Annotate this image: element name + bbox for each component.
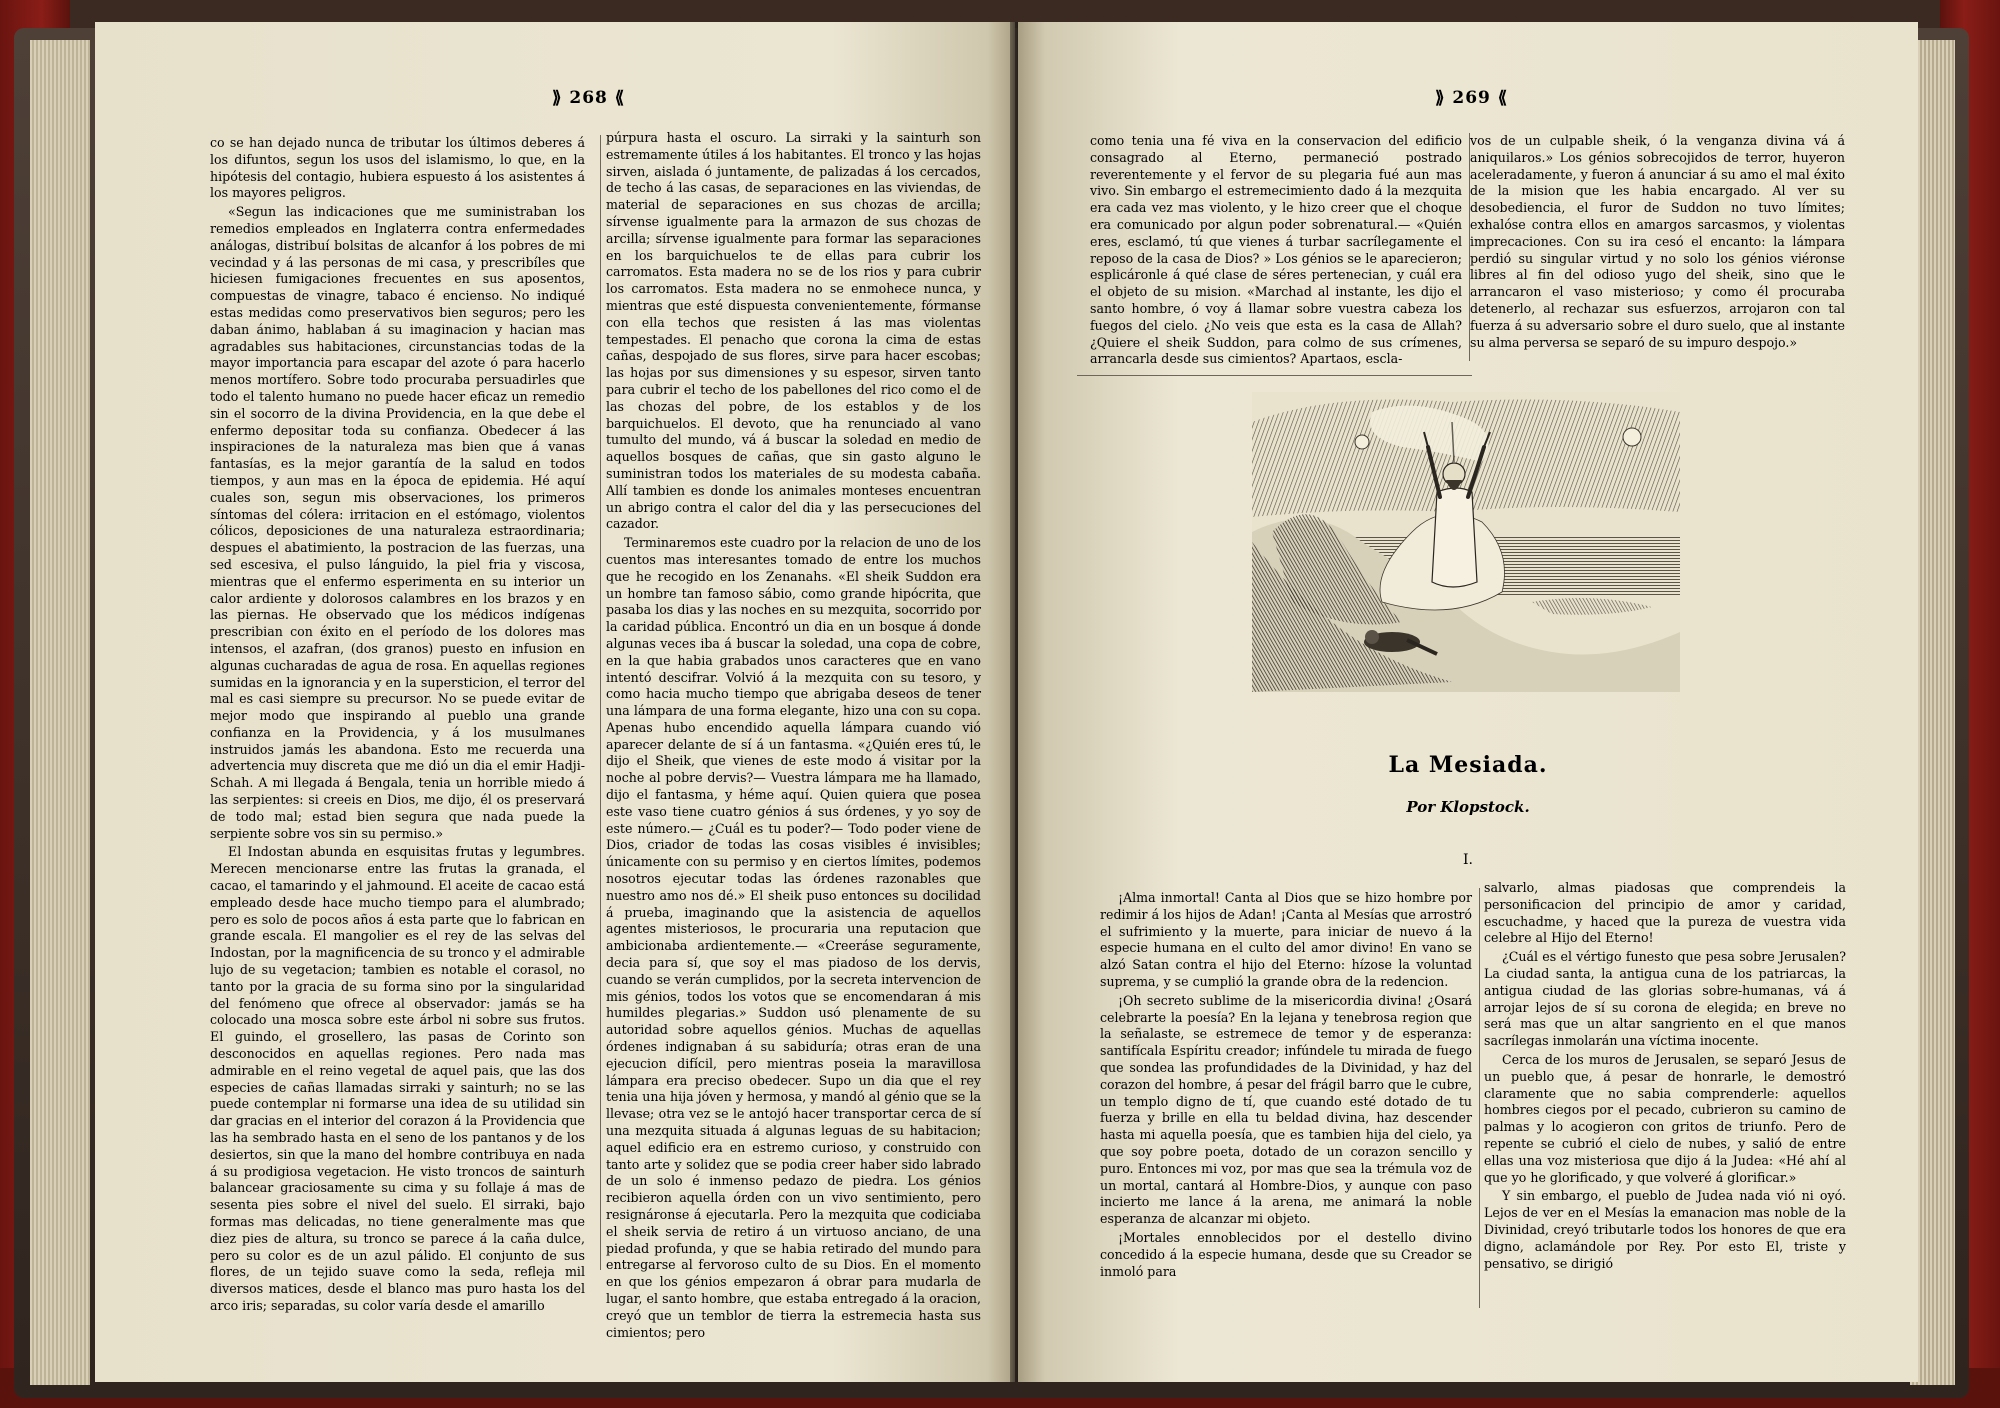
right-bottom-column-2 [1484, 880, 1846, 1310]
left-column-1 [210, 135, 585, 1313]
paragraph: ¿Cuál es el vértigo funesto que pesa sobre Jerusalen? La ciudad santa, la antigua cuna de los patriarcas, la antigua ciudad de las glorias sobre-humanas, vá á arrojar lejos de sí su corona de elegida; en breve no será mas que un altar sangriento en el que manos sacrílegas inmolarán una víctima inocente. [1484, 949, 1846, 1049]
paragraph: ¡Alma inmortal! Canta al Dios que se hizo hombre por redimir á los hijos de Adan! ¡Canta al Mesías que arrostró el sufrimiento y la muerte, para iniciar de nuevo á la especie humana en el culto del amor divino! En vano se alzó Satan contra el hijo del Eterno: hízose la voluntad suprema, y se cumplió la grande obra de la redencion. [1100, 890, 1472, 989]
poem-byline: Por Klopstock. [1406, 798, 1530, 816]
right-top-column-2 [1470, 133, 1845, 350]
section-number: I. [1463, 852, 1473, 868]
right-bottom-column-1 [1100, 890, 1472, 1310]
paragraph: ¡Oh secreto sublime de la misericordia divina! ¿Osará celebrarte la poesía? En la lejana y tenebrosa region que la señalaste, se estremece de temor y de esperanza: santifícala Espíritu creador; infúndele tu mirada de fuego que sondea las profundidades de la Divinidad, y haz del corazon del hombre, á pesar del frágil barro que le cubre, un templo digno de tí, que cuando esté dotado de tu fuerza y brille en ella tu beldad divina, haz descender hasta mi aquella poesía, que es tambien hija del cielo, ya que soy pobre poeta, dotado de un corazon sencillo y puro. Entonces mi voz, por mas que sea la trémula voz de un mortal, cantará al Hombre-Dios, y aunque con paso incierto me lance á la arena, me animará la noble esperanza de alcanzar mi objeto. [1100, 992, 1472, 1227]
paragraph: Y sin embargo, el pueblo de Judea nada vió ni oyó. Lejos de ver en el Mesías la emanacion mas noble de la Divinidad, creyó tributarle todos los honores de que era digno, aclamándole por Rey. Por esto El, triste y pensativo, se dirigió [1484, 1188, 1846, 1271]
paragraph: vos de un culpable sheik, ó la venganza divina vá á aniquilaros.» Los génios sobrecojidos de terror, huyeron aceleradamente, y fueron á anunciar á su amo el mal éxito de la mision que les habia encargado. Al ver su desobediencia, el furor de Suddon no tuvo límites; exhalóse contra ellos en amargos sarcasmos, y violentas imprecaciones. Con su ira cesó el encanto: la lámpara perdió su singular virtud y no solo los génios viéronse libres al fin del odioso yugo del sheik, sino que le arrancaron el vaso misterioso; y como él procuraba detenerlo, al rechazar sus esfuerzos, arrojaron con tal fuerza á su adversario sobre el duro suelo, que al instante su alma perversa se separó de su impuro despojo.» [1470, 133, 1845, 350]
right-top-column-1 [1090, 133, 1462, 367]
paragraph: «Segun las indicaciones que me suministraban los remedios empleados en Inglaterra contra enfermedades análogas, distribuí bolsitas de alcanfor á los pobres de mi vecindad y á las personas de mi casa, y prescribíles que hiciesen fumigaciones frecuentes en sus aposentos, compuestas de vinagre, tabaco é encienso. No indiqué estas medidas como preservativos bien seguros; pero les daban ánimo, hablaban á su imaginacion y hacian mas agradables sus habitaciones, circunstancias todas de la mayor importancia para escapar del azote ó para hacerlo menos mortífero. Sobre todo procuraba persuadirles que todo el talento humano no puede hacer eficaz un remedio sin el socorro de la divina Providencia, en la que debe el enfermo depositar toda su confianza. Obedecer á las inspiraciones de la naturaleza mas bien que á vanas fantasías, es la mejor garantía de la salud en todos tiempos, y aun mas en la época de epidemia. Hé aquí cuales son, segun mis observaciones, los primeros síntomas del cólera: irritacion en el estómago, violentos cólicos, deposiciones de una naturaleza estraordinaria; despues el abatimiento, la postracion de las fuerzas, una sed escesiva, el pulso lánguido, la piel fria y viscosa, mientras que el enfermo esperimenta en su interior un calor ardiente y dolorosos calambres en los brazos y en las piernas. He observado que los médicos indígenas prescribian con éxito en el período de los dolores mas intensos, el azafran, (dos granos) puesto en infusion en algunas cucharadas de agua de rosa. En aquellas regiones sumidas en la ignorancia y en la supersticion, el terror del mal es casi siempre su precursor. No se puede evitar de mejor modo que inspirando al pueblo una grande confianza en la Providencia, y á los musulmanes instruidos jamás les abandona. Esto me recuerda una advertencia muy discreta que me dió un dia el emir Hadji-Schah. A mi llegada á Bengala, tenia un horrible miedo á las serpientes: si creeis en Dios, me dijo, él os preservará de todo mal; estad bien segura que nada puede la serpiente sobre vos sin su permiso.» [210, 204, 585, 841]
paragraph: El Indostan abunda en esquisitas frutas y legumbres. Merecen mencionarse entre las frutas la granada, el cacao, el tamarindo y el jahmound. El aceite de cacao está empleado desde hace mucho tiempo para el alumbrado; pero es solo de pocos años á esta parte que lo fabrican en grande escala. El mangolier es el rey de las selvas del Indostan, por la magnificencia de su tronco y el admirable lujo de su vegetacion; tambien es notable el corasol, no tanto por la gracia de su forma sino por la singularidad del fenómeno que ofrece al observador: jamás se ha colocado una mosca sobre este árbol ni sobre sus frutos. El guindo, el grosellero, las pasas de Corinto son desconocidos en aquellas regiones. Pero nada mas admirable en el reino vegetal de aquel pais, que las dos especies de cañas llamadas sirraki y sainturh; no se las puede contemplar ni formarse una idea de su utilidad sin dar gracias en el interior del corazon á la Providencia que las ha sembrado hasta en el seno de los pantanos y de los desiertos, sin que la mano del hombre contribuya en nada á su prodigiosa vegetacion. He visto troncos de sainturh balancear graciosamente su cima y su follaje á mas de sesenta pies sobre el nivel del suelo. El sirraki, bajo formas mas delicadas, no tiene generalmente mas que diez pies de altura, su tronco se parece á la caña dulce, pero su color es de un azul pálido. El conjunto de sus flores, de un tejido suave como la seda, refleja mil diversos matices, desde el blanco mas puro hasta los del arco iris; separadas, su color varía desde el amarillo [210, 844, 585, 1313]
paragraph: como tenia una fé viva en la conservacion del edificio consagrado al Eterno, permaneció postrado reverentemente y el fervor de su plegaria fué aun mas vivo. Sin embargo el estremecimiento dado á la mezquita era cada vez mas violento, y le hizo creer que el choque era comunicado por algun poder sobrenatural.— «Quién eres, esclamó, tú que vienes á turbar sacrílegamente el reposo de la casa de Dios? » Los génios se le aparecieron; esplicáronle á qué clase de séres pertenecian, y cuál era el objeto de su mision. «Marchad al instante, les dijo el santo hombre, ó voy á llamar sobre vuestra cabeza los fuegos del cielo. ¿No veis que esta es la casa de Allah? ¿Quiere el sheik Suddon, para colmo de sus crímenes, arrancarla desde sus cimientos? Apartaos, escla- [1090, 133, 1462, 367]
poem-title: La Mesiada. [1388, 752, 1548, 778]
left-column-2 [606, 130, 981, 1340]
ornament-right: ⟪ [607, 88, 626, 108]
ornament-left: ⟫ [552, 88, 570, 108]
ornament-left: ⟫ [1435, 88, 1453, 108]
paragraph: salvarlo, almas piadosas que comprendeis la personificacion del principio de amor y caridad, escuchadme, y haced que la pureza de vuestra vida celebre al Hijo del Eterno! [1484, 880, 1846, 946]
page-number-right: ⟫ 269 ⟪ [1435, 88, 1509, 108]
page-number-left: ⟫ 268 ⟪ [552, 88, 626, 108]
paragraph: Terminaremos este cuadro por la relacion de uno de los cuentos mas interesantes tomado de entre los muchos que he recogido en los Zenanahs. «El sheik Suddon era un hombre tan famoso sábio, como grande hipócrita, que pasaba los dias y las noches en su mezquita, socorrido por la caridad pública. Encontró un dia en un bosque á donde algunas veces iba á buscar la soledad, una copa de cobre, en la que habia grabados unos caracteres que en vano intentó descifrar. Volvió á la mezquita con su tesoro, y como hacia mucho tiempo que abrigaba deseos de tener una lámpara de una forma elegante, hizo una con su copa. Apenas hubo encendido aquella lámpara cuando vió aparecer delante de sí á un fantasma. «¿Quién eres tú, le dijo el Sheik, que vienes de este modo á visitar por la noche al pobre dervis?— Vuestra lámpara me ha llamado, dijo el fantasma, y héme aquí. Quien quiera que posea este vaso tiene cuatro génios á sus órdenes, y yo soy de este número.— ¿Cuál es tu poder?— Todo poder viene de Dios, criador de todas las cosas visibles é invisibles; únicamente con su permiso y en ciertos límites, podemos nosotros ejecutar todas las órdenes razonables que nuestro amo nos dé.» El sheik puso entonces su docilidad á prueba, imaginando que la asistencia de aquellos agentes misteriosos, le procuraria una reputacion que ambicionaba ardientemente.— «Creeráse seguramente, decia para sí, que soy el mas piadoso de los dervis, cuando se verán cumplidos, por la secreta intervencion de mis génios, todos los votos que se encomendaran á mis humildes plegarias.» Suddon usó plenamente de su autoridad sobre aquellos génios. Muchas de aquellas órdenes indignaban á su sabiduría; otras eran de una ejecucion difícil, pero mientras poseia la maravillosa lámpara era preciso obedecer. Supo un dia que el rey tenia una hija jóven y hermosa, y mandó al génio que se la llevase; otra vez se le antojó hacer transportar cerca de sí una mezquita situada á algunas leguas de su habitacion; aquel edificio era en estremo curioso, y construido con tanto arte y solidez que se podia creer haber sido labrado de un solo é inmenso pedazo de piedra. Los génios recibieron aquella órden con un vivo sentimiento, pero resignáronse á ejecutarla. Pero la mezquita que codiciaba el sheik servia de retiro á un virtuoso anciano, de una piedad profunda, y que se habia retirado del mundo para entregarse al fervoroso culto de su Dios. En el momento en que los génios empezaron á obrar para mudarla de lugar, el santo hombre, que estaba entregado á la oracion, creyó que un temblor de tierra la estremecia hasta sus cimientos; pero [606, 535, 981, 1340]
engraving-illustration [1252, 392, 1680, 692]
paragraph: Cerca de los muros de Jerusalen, se separó Jesus de un pueblo que, á pesar de honrarle, le demostró claramente que no sabia comprenderle: aquellos hombres ciegos por el pecado, cubrieron su camino de palmas y lo acogieron con gritos de triunfo. Pero de repente se cubrió el cielo de nubes, y salió de entre ellas una voz misteriosa que dijo á la Judea: «Hé ahí al que yo he glorificado, y que volveré á glorificar.» [1484, 1051, 1846, 1185]
ornament-right: ⟪ [1490, 88, 1509, 108]
rule-under-column [1077, 375, 1472, 376]
column-rule-left [600, 135, 601, 1270]
column-rule-right-bottom [1479, 888, 1480, 1308]
paragraph: púrpura hasta el oscuro. La sirraki y la sainturh son estremamente útiles á los habitantes. El tronco y las hojas sirven, aislada ó juntamente, de palizadas á los cercados, de techo á las casas, de separaciones en las viviendas, de material de separaciones en sus chozas de arcilla; sírvense igualmente para la armazon de sus chozas de arcilla; sírvense igualmente para formar las separaciones en los barquichuelos te de ellas para cubrir los carromatos. Esta madera no se de los rios y para cubrir los carromatos. Esta madera no se enmohece nunca, y mientras que esté dispuesta convenientemente, fórmanse con ella techos que resisten á las mas violentas tempestades. El penacho que corona la cima de estas cañas, despojado de sus flores, sirve para hacer escobas; las hojas por sus dimensiones y su espesor, sirven tanto para cubrir el techo de los pabellones del rico como el de las chozas del pobre, de los establos y de los barquichuelos. El devoto, que ha renunciado al vano tumulto del mundo, vá á buscar la soledad en medio de aquellos bosques de cañas, que sin gasto alguno le suministran todos los materiales de su modesta cabaña. Allí tambien es donde los animales monteses encuentran un abrigo contra el calor del dia y las persecuciones del cazador. [606, 130, 981, 532]
page-edges-left [30, 40, 90, 1385]
paragraph: ¡Mortales ennoblecidos por el destello divino concedido á la especie humana, desde que su Creador se inmoló para [1100, 1229, 1472, 1279]
paragraph: co se han dejado nunca de tributar los últimos deberes á los difuntos, segun los usos del islamismo, lo que, en la hipótesis del contagio, hubiera espuesto á los asistentes á los mayores peligros. [210, 135, 585, 201]
